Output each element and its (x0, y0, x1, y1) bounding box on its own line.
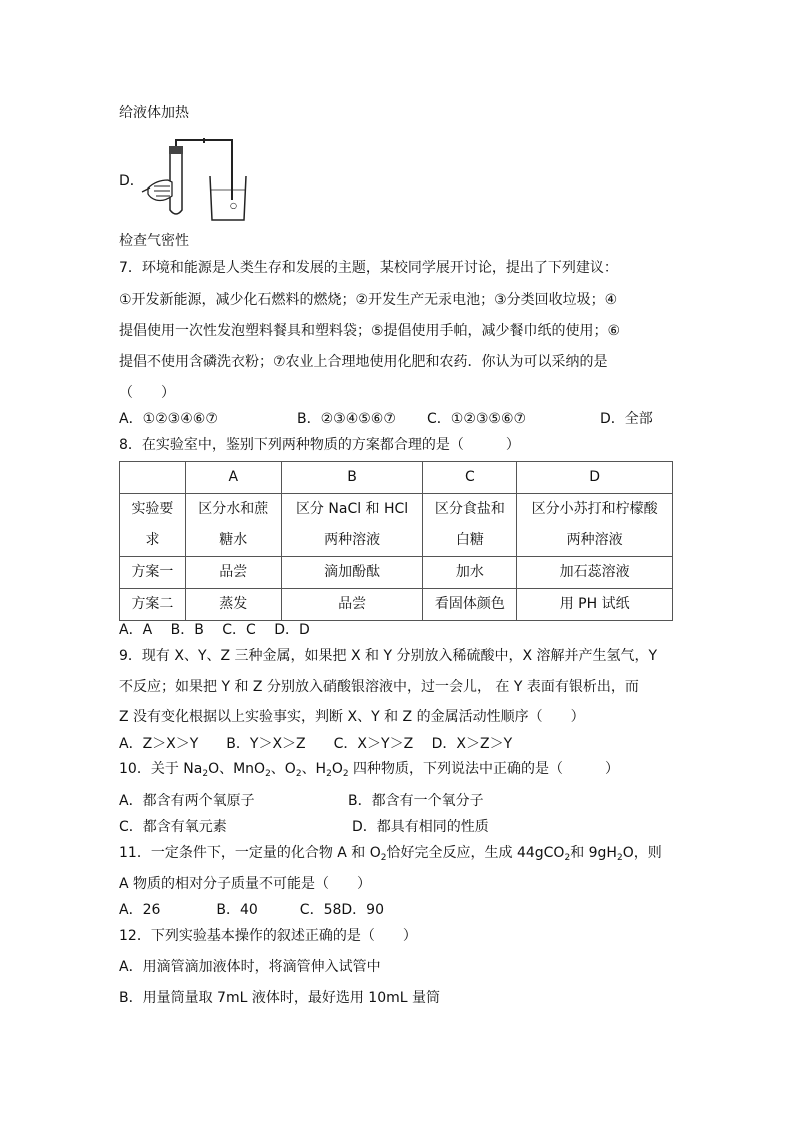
table-cell: 区分小苏打和柠檬酸 两种溶液 (517, 494, 673, 557)
table-row (120, 494, 673, 557)
table-cell: 区分食盐和 白糖 (423, 494, 517, 557)
option-c-caption: 给液体加热 (119, 105, 189, 121)
q12-stem: 12．下列实验基本操作的叙述正确的是（ ） (119, 928, 417, 944)
q10-option-c: C．都含有氧元素 (119, 819, 227, 835)
q10-option-a: A．都含有两个氧原子 (119, 793, 255, 809)
svg-text:○: ○ (230, 201, 237, 210)
option-d-label: D． (119, 173, 144, 189)
table-cell: 品尝 (281, 589, 423, 621)
q10-option-d: D．都具有相同的性质 (352, 819, 489, 835)
q12-option-a: A．用滴管滴加液体时，将滴管伸入试管中 (119, 959, 381, 975)
table-header-cell: B (281, 462, 423, 494)
q7-line2: ①开发新能源，减少化石燃料的燃烧；②开发生产无汞电池；③分类回收垃圾；④ (119, 292, 618, 308)
table-cell: 用 PH 试纸 (517, 589, 673, 621)
table-cell: 看固体颜色 (423, 589, 517, 621)
table-row (120, 589, 673, 621)
q7-option-b: B．②③④⑤⑥⑦ (297, 411, 396, 427)
q11-stem: 11．一定条件下，一定量的化合物 A 和 $O_2$恰好完全反应，生成 44gCO$_2$和 $9gH_2O$，则 (119, 845, 662, 863)
table-cell: 区分 NaCl 和 HCl 两种溶液 (281, 494, 423, 557)
table-cell: 蒸发 (185, 589, 281, 621)
q8-options: A．A B．B C．C D．D (119, 622, 310, 638)
q7-line4: 提倡不使用含磷洗衣粉；⑦农业上合理地使用化肥和农药．你认为可以采纳的是 (119, 354, 608, 370)
table-header-row (120, 462, 673, 494)
table-cell: 方案二 (120, 589, 186, 621)
q7-answer-paren: （ ） (119, 385, 175, 401)
q7-option-c: C．①②③⑤⑥⑦ (427, 411, 527, 427)
table-header-cell: C (423, 462, 517, 494)
q9-options: A．Z＞X＞Y B．Y＞X＞Z C．X＞Y＞Z D．X＞Z＞Y (119, 736, 513, 752)
table-cell: 方案一 (120, 557, 186, 589)
q7-stem: 7．环境和能源是人类生存和发展的主题，某校同学展开讨论，提出了下列建议： (119, 260, 618, 276)
table-header-cell: D (517, 462, 673, 494)
q9-line1: 9．现有 X、Y、Z 三种金属，如果把 X 和 Y 分别放入稀硫酸中，X 溶解并产生氢气，Y (119, 648, 658, 664)
table-header-cell (120, 462, 186, 494)
table-cell: 实验要 求 (120, 494, 186, 557)
option-d-caption: 检查气密性 (119, 233, 189, 249)
q8-stem: 8．在实验室中，鉴别下列两种物质的方案都合理的是（ ） (119, 437, 520, 453)
table-cell: 品尝 (185, 557, 281, 589)
table-cell: 加石蕊溶液 (517, 557, 673, 589)
q9-line3: Z 没有变化根据以上实验事实，判断 X、Y 和 Z 的金属活动性顺序（ ） (119, 709, 585, 725)
table-cell: 区分水和蔗 糖水 (185, 494, 281, 557)
q9-line2: 不反应；如果把 Y 和 Z 分别放入硝酸银溶液中，过一会儿， 在 Y 表面有银析出，而 (119, 679, 639, 695)
q10-option-b: B．都含有一个氧分子 (348, 793, 484, 809)
table-row (120, 557, 673, 589)
q10-stem: 10．关于 $Na_2O$、MnO$_2$、$O_2$、$H_2O_2$ 四种物质，下列说法中正确的是（ ） (119, 761, 620, 779)
table-cell: 滴加酚酞 (281, 557, 423, 589)
q12-option-b: B．用量筒量取 7mL 液体时，最好选用 10mL 量筒 (119, 990, 441, 1006)
airtightness-apparatus-figure (140, 136, 250, 224)
table-header-cell: A (185, 462, 281, 494)
q8-comparison-table (119, 461, 673, 621)
q7-option-a: A．①②③④⑥⑦ (119, 411, 218, 427)
q11-options: A．26 B．40 C．58D．90 (119, 902, 384, 918)
q7-line3: 提倡使用一次性发泡塑料餐具和塑料袋；⑤提倡使用手帕，减少餐巾纸的使用；⑥ (119, 323, 621, 339)
q11-line2: A 物质的相对分子质量不可能是（ ） (119, 876, 372, 892)
q7-option-d: D．全部 (600, 411, 653, 427)
table-cell: 加水 (423, 557, 517, 589)
